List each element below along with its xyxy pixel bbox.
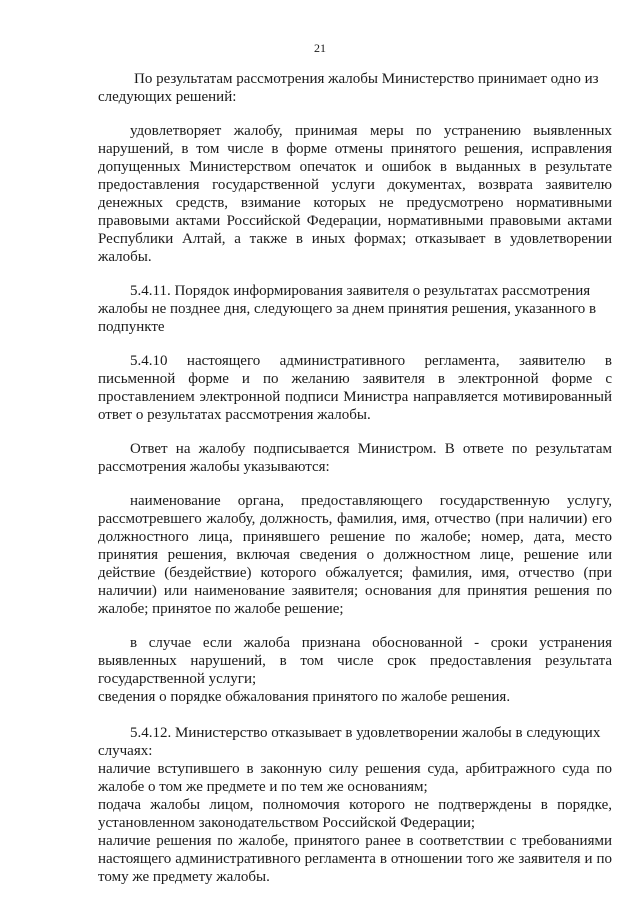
paragraph-6: наименование органа, предоставляющего государственную услугу, рассмотревшего жалобу, должность, фамилия, имя, отчество (при наличии) его должностного лица, принявшего решение по жалобе; номер, дата, место принятия решения, включая сведения о должностном лице, решение или действие (бездействие) которого обжалуется; фамилия, имя, отчество (при наличии) или наименование заявителя; основания для принятия решения по жалобе; принятое по жалобе решение; <box>98 493 612 617</box>
paragraph-1: По результатам рассмотрения жалобы Министерство принимает одно из следующих решений: <box>98 71 599 105</box>
page-number: 21 <box>314 41 326 55</box>
paragraph-2: удовлетворяет жалобу, принимая меры по устранению выявленных нарушений, в том числе в форме отмены принятого решения, исправления допущенных Министерством опечаток и ошибок в выданных в результате предоставления государственной услуги документах, возврата заявителю денежных средств, взимание которых не предусмотрено нормативными правовыми актами Российской Федерации, нормативными правовыми актами Республики Алтай, а также в иных формах; отказывает в удовлетворении жалобы. <box>98 123 612 265</box>
paragraph-4: 5.4.10 настоящего административного регламента, заявителю в письменной форме и по желанию заявителя в электронной форме с проставлением электронной подписи Министра направляется мотивированный ответ о результатах рассмотрения жалобы. <box>98 353 612 423</box>
paragraph-5: Ответ на жалобу подписывается Министром. В ответе по результатам рассмотрения жалобы указываются: <box>98 441 612 475</box>
paragraph-9: 5.4.12. Министерство отказывает в удовлетворении жалобы в следующих случаях: <box>98 725 601 759</box>
paragraph-10: наличие вступившего в законную силу решения суда, арбитражного суда по жалобе о том же предмете и по тем же основаниям; <box>98 761 612 795</box>
paragraph-8: сведения о порядке обжалования принятого по жалобе решения. <box>98 689 511 705</box>
document-body <box>98 70 612 886</box>
paragraph-3: 5.4.11. Порядок информирования заявителя о результатах рассмотрения жалобы не позднее дня, следующего за днем принятия решения, указанного в подпункте <box>98 283 597 335</box>
paragraph-7: в случае если жалоба признана обоснованной - сроки устранения выявленных нарушений, в том числе срок предоставления результата государственной услуги; <box>98 635 612 687</box>
paragraph-12: наличие решения по жалобе, принятого ранее в соответствии с требованиями настоящего административного регламента в отношении того же заявителя и по тому же предмету жалобы. <box>98 833 612 885</box>
paragraph-11: подача жалобы лицом, полномочия которого не подтверждены в порядке, установленном законодательством Российской Федерации; <box>98 797 612 831</box>
